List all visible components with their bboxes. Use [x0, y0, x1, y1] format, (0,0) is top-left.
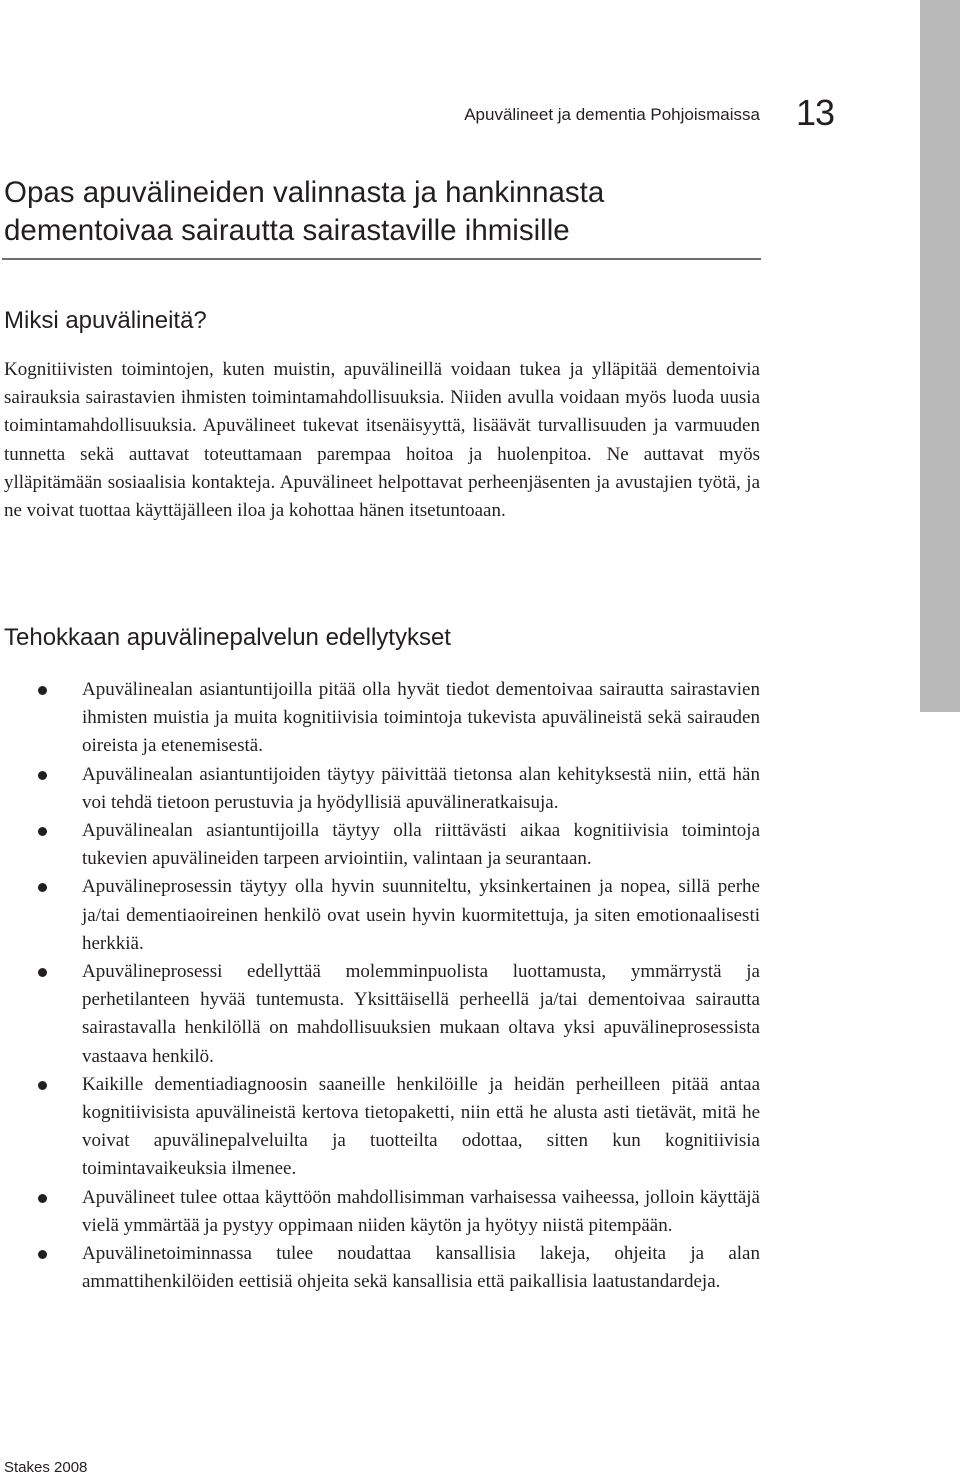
list-item-text: Apuvälinealan asiantuntijoilla pitää olla hyvät tiedot dementoivaa sairautta sairastavien ihmisten muistia ja muita kognitiivisia toimintoja tukevista apuvälineistä sekä sairauden oireista ja etenemisestä. [82, 679, 760, 757]
list-item [0, 958, 760, 1071]
section-heading-prerequisites: Tehokkaan apuvälinepalvelun edellytykset [4, 624, 451, 651]
list-item-text: Apuvälineet tulee ottaa käyttöön mahdollisimman varhaisessa vaiheessa, jolloin käyttäjä vielä ymmärtää ja pystyy oppimaan niiden käytön ja hyötyy niistä pitempään. [82, 1186, 760, 1236]
list-item-text: Apuvälinealan asiantuntijoiden täytyy päivittää tietonsa alan kehityksestä niin, että hän voi tehdä tietoon perustuvia ja hyödyllisiä apuvälineratkaisuja. [82, 763, 760, 813]
list-item [0, 1184, 760, 1240]
list-item-text: Apuvälinetoiminnassa tulee noudattaa kansallisia lakeja, ohjeita ja alan ammattihenkilöiden eettisiä ohjeita sekä kansallisia että paikallisia laatustandardeja. [82, 1243, 760, 1293]
bullet-icon [38, 883, 47, 892]
running-header-title: Apuvälineet ja dementia Pohjoismaissa [464, 105, 760, 124]
prerequisites-list [0, 676, 760, 1296]
bullet-icon [38, 1194, 47, 1203]
list-item-text: Apuvälineprosessi edellyttää molemminpuolista luottamusta, ymmärrystä ja perhetilanteen hyvää tuntemusta. Yksittäisellä perheellä ja/tai dementoivaa sairautta sairastavalla henkilöllä on mahdollisuuksien mukaan oltava yksi apuvälineprosessista vastaava henkilö. [82, 961, 760, 1067]
document-title: Opas apuvälineiden valinnasta ja hankinnasta dementoivaa sairautta sairastaville ihmisille [4, 176, 605, 247]
list-item-text: Kaikille dementiadiagnoosin saaneille henkilöille ja heidän perheilleen pitää antaa kognitiivisista apuvälineistä kertova tietopaketti, niin että he alusta asti tietävät, mitä he voivat apuvälinepalveluilta ja tuotteilta odottaa, sitten kun kognitiivisia toimintavaikeuksia ilmenee. [82, 1073, 760, 1180]
bullet-icon [38, 1081, 47, 1090]
intro-paragraph: Kognitiivisten toimintojen, kuten muistin, apuvälineillä voidaan tukea ja ylläpitää dementoivia sairauksia sairastavien ihmisten toimintamahdollisuuksia. Niiden avulla voidaan myös luoda uusia toimintamahdollisuuksia. Apuvälineet tukevat itsenäisyyttä, lisäävät turvallisuuden ja varmuuden tunnetta sekä auttavat toteuttamaan parempaa hoitoa ja huolenpitoa. Ne auttavat myös ylläpitämään sosiaalisia kontakteja. Apuvälineet helpottavat perheenjäsenten ja avustajien työtä, ja ne voivat tuottaa käyttäjälleen iloa ja kohottaa hänen itsetuntoaan. [4, 359, 760, 522]
list-item [0, 1071, 760, 1184]
list-item-text: Apuvälinealan asiantuntijoilla täytyy olla riittävästi aikaa kognitiivisia toimintoja tukevien apuvälineiden tarpeen arviointiin, valintaan ja seurantaan. [82, 820, 760, 870]
bullet-icon [38, 771, 47, 780]
bullet-icon [38, 686, 47, 695]
side-thumb-tab [920, 0, 960, 712]
list-item [0, 817, 760, 873]
bullet-icon [38, 827, 47, 836]
list-item [0, 761, 760, 817]
list-item [0, 676, 760, 761]
list-item [0, 1240, 760, 1296]
list-item-text: Apuvälineprosessin täytyy olla hyvin suunniteltu, yksinkertainen ja nopea, sillä perhe ja/tai dementiaoireinen henkilö ovat usein hyvin kuormitettuja, ja siten emotionaalisesti herkkiä. [82, 876, 760, 954]
page-number: 13 [796, 92, 835, 133]
bullet-icon [38, 968, 47, 977]
bullet-icon [38, 1250, 47, 1259]
section-heading-why-aids: Miksi apuvälineitä? [4, 307, 207, 334]
list-item [0, 873, 760, 958]
footer-publisher: Stakes 2008 [4, 1459, 88, 1476]
title-divider [2, 258, 761, 260]
